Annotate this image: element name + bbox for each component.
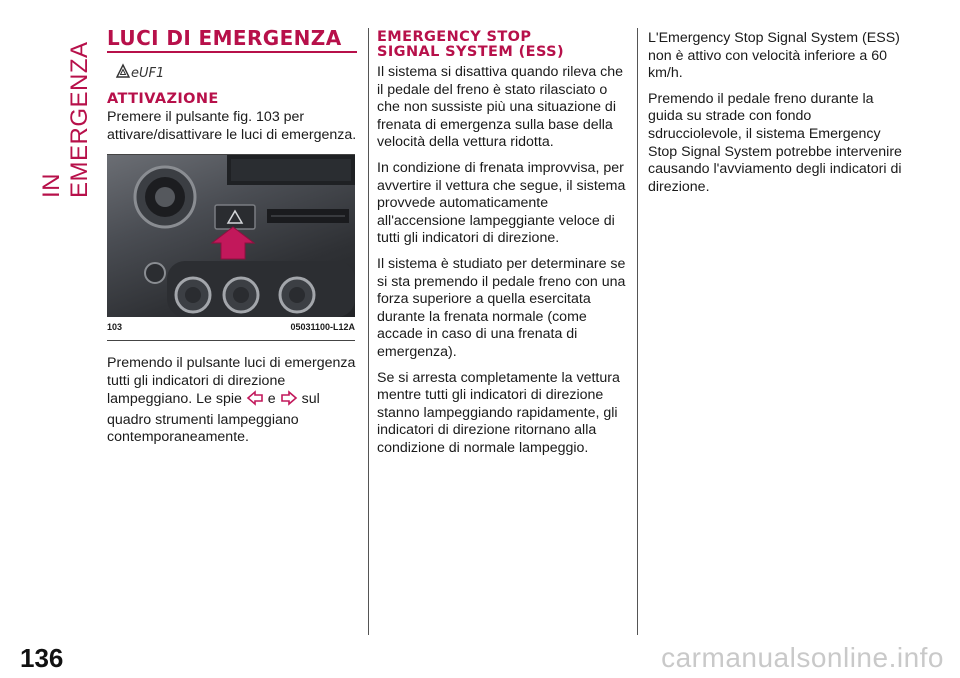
watermark: carmanualsonline.info — [661, 642, 944, 673]
column-2 — [377, 30, 629, 465]
figure-number: 103 — [107, 322, 123, 333]
paragraph: Se si arresta completamente la vettura mentre tutti gli indicatori di direzione stanno lampeggiando rapidamente, gli indicatori di direzione ritornano alla condizione di normale lampeggio. — [377, 369, 620, 456]
column-3 — [648, 30, 903, 204]
figure-code: 05031100-L12A — [290, 322, 355, 333]
paragraph: Il sistema è studiato per determinare se si sta premendo il pedale freno con una forza superiore a quella esercitata durante la frenata normale (come accade in caso di una frenata di emergenza). — [377, 255, 626, 360]
intro-paragraph: Premere il pulsante fig. 103 per attivare/disattivare le luci di emergenza. — [107, 109, 357, 143]
section-side-label: IN EMERGENZA — [38, 41, 93, 198]
hazard-lights-icon — [113, 61, 357, 87]
figure-caption — [107, 317, 355, 341]
paragraph: Il sistema si disattiva quando rileva che il pedale del freno è stato rilasciato o che non sussiste più una situazione di frenata di emergenza sulla base della velocità della vettura ridotta. — [377, 64, 624, 151]
column-1 — [107, 26, 357, 455]
section-title-ess: EMERGENCY STOP SIGNAL SYSTEM (ESS) — [377, 29, 565, 60]
paragraph: L'Emergency Stop Signal System (ESS) non è attivo con velocità inferiore a 60 km/h. — [648, 30, 900, 82]
paragraph: In condizione di frenata improvvisa, per avvertire il vettura che segue, il sistema provvede automaticamente all'accensione lampeggiante veloce di tutti gli indicatori di direzione. — [377, 159, 626, 247]
page-number: 136 — [20, 643, 64, 673]
column-divider — [637, 28, 638, 635]
column-divider — [368, 28, 369, 635]
section-title: LUCI DI EMERGENZA — [107, 30, 357, 53]
figure-hazard-button-photo — [107, 154, 355, 317]
subheading-activation: ATTIVAZIONE — [107, 91, 219, 108]
turn-signal-right-icon — [281, 390, 297, 412]
turn-signal-left-icon — [247, 390, 263, 412]
paragraph: Premendo il pedale freno durante la guida su strade con fondo sdrucciolevole, il sistema Emergency Stop Signal System potrebbe intervenire causando l'avviamento degli indicatori di direzione. — [648, 90, 902, 195]
body-paragraph: Premendo il pulsante luci di emergenza tutti gli indicatori di direzione lampeggiano. Le spie e sul quadro strumenti lampeggiano contemporaneamente. — [107, 354, 356, 446]
svg-text:eUF1: eUF1 — [131, 65, 165, 81]
